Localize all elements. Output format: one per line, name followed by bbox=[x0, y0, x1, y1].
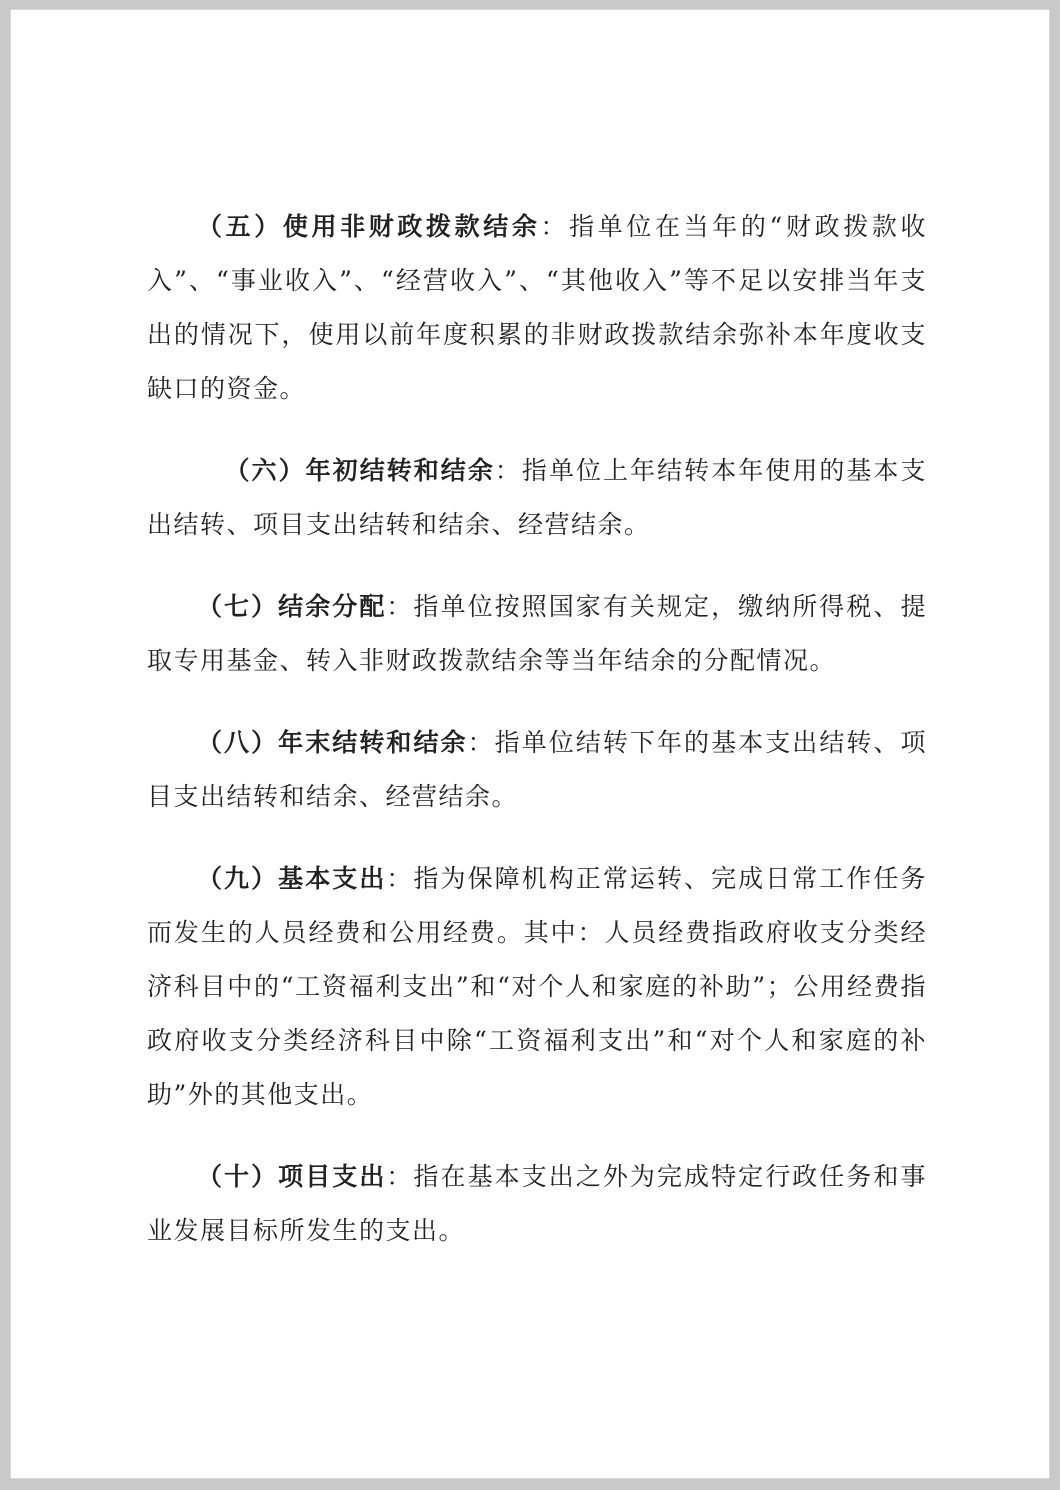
definition-term-5: （五）使用非财政拨款结余 bbox=[197, 212, 541, 241]
document-body bbox=[147, 200, 927, 1258]
definition-term-6: （六）年初结转和结余 bbox=[224, 456, 495, 485]
definition-paragraph-5 bbox=[147, 200, 927, 416]
definition-paragraph-9 bbox=[147, 852, 927, 1122]
definition-paragraph-10 bbox=[147, 1150, 927, 1258]
definition-text-10: ：指在基本支出之外为完成特定行政任务和事业发展目标所发生的支出。 bbox=[147, 1162, 927, 1245]
definition-paragraph-8 bbox=[147, 716, 927, 824]
definition-text-9: ：指为保障机构正常运转、完成日常工作任务而发生的人员经费和公用经费。其中：人员经费指政府收支分类经济科目中的“工资福利支出”和“对个人和家庭的补助”；公用经费指政府收支分类经济科目中除“工资福利支出”和“对个人和家庭的补助”外的其他支出。 bbox=[147, 864, 927, 1109]
definition-text-7: ：指单位按照国家有关规定，缴纳所得税、提取专用基金、转入非财政拨款结余等当年结余的分配情况。 bbox=[147, 592, 927, 675]
definition-paragraph-7 bbox=[147, 580, 927, 688]
document-page bbox=[10, 9, 1050, 1479]
definition-term-7: （七）结余分配 bbox=[197, 592, 387, 621]
definition-term-10: （十）项目支出 bbox=[197, 1162, 387, 1191]
definition-text-6: ：指单位上年结转本年使用的基本支出结转、项目支出结转和结余、经营结余。 bbox=[147, 456, 927, 539]
definition-term-8: （八）年末结转和结余 bbox=[197, 728, 468, 757]
definition-text-5: ：指单位在当年的“财政拨款收入”、“事业收入”、“经营收入”、“其他收入”等不足以安排当年支出的情况下，使用以前年度积累的非财政拨款结余弥补本年度收支缺口的资金。 bbox=[147, 212, 927, 403]
definition-paragraph-6 bbox=[147, 444, 927, 552]
definition-text-8: ：指单位结转下年的基本支出结转、项目支出结转和结余、经营结余。 bbox=[147, 728, 927, 811]
definition-term-9: （九）基本支出 bbox=[197, 864, 387, 893]
